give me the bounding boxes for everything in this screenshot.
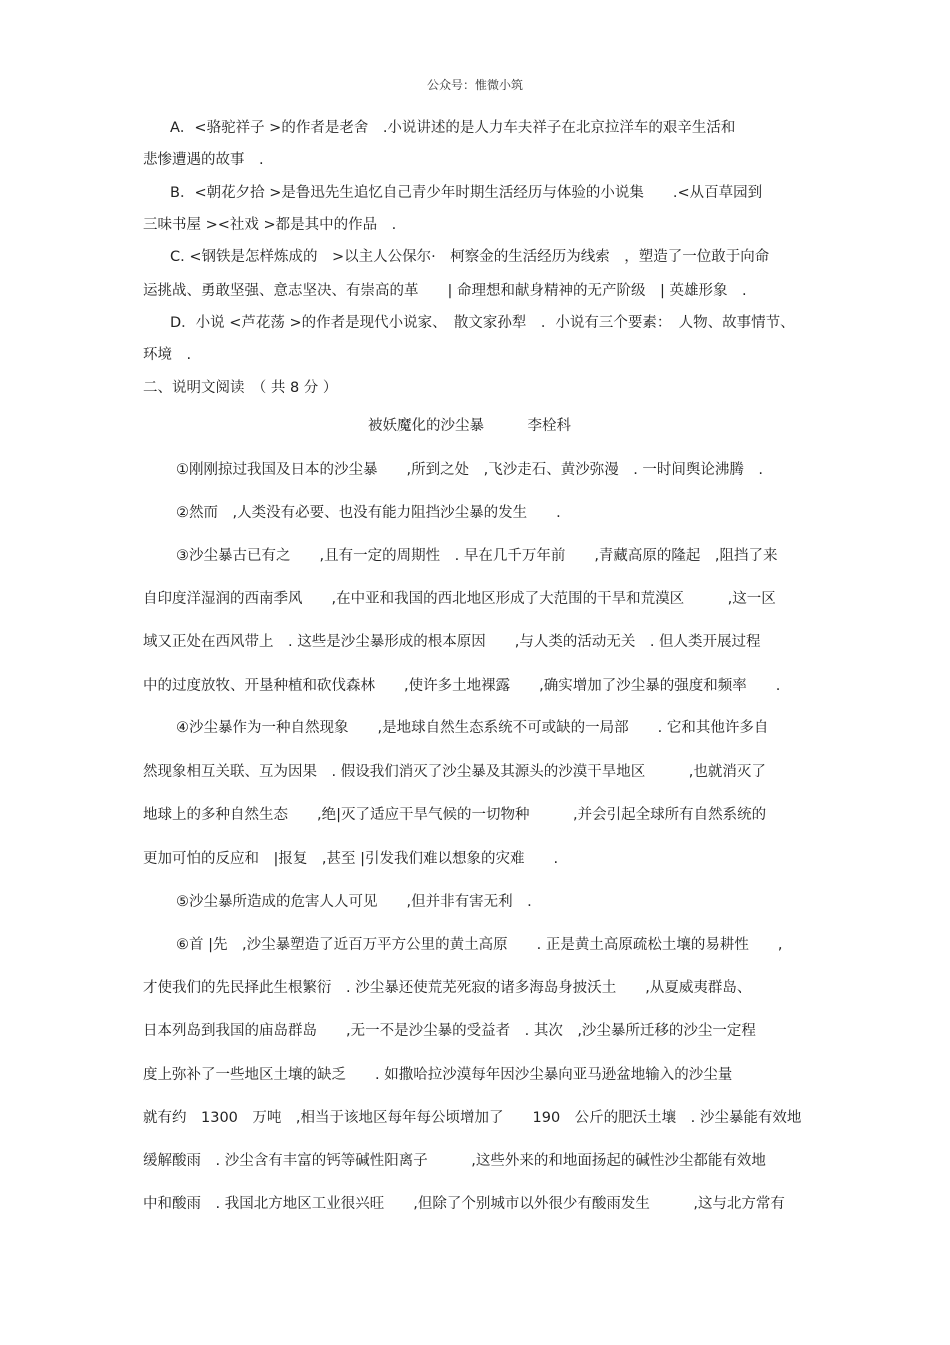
paragraph-6-line-5: 就有约 1300 万吨 ,相当于该地区每年每公顷增加了 190 公斤的肥沃土壤 . 沙尘暴能有效地	[143, 1110, 802, 1126]
option-b-line-2: 三味书屋 ><社戏 >都是其中的作品 .	[143, 217, 397, 233]
paragraph-4-line-2: 然现象相互关联、互为因果 . 假设我们消灭了沙尘暴及其源头的沙漠干旱地区 ,也就消灭了	[143, 764, 766, 780]
option-c-line-1: C. <钢铁是怎样炼成的 >以主人公保尔· 柯察金的生活经历为线索 ，塑造了一位敢于向命	[170, 249, 770, 265]
paragraph-6-line-4: 度上弥补了一些地区土壤的缺乏 . 如撒哈拉沙漠每年因沙尘暴向亚马逊盆地输入的沙尘量	[143, 1067, 733, 1083]
paragraph-4-line-4: 更加可怕的反应和 |报复 ,甚至 |引发我们难以想象的灾难 .	[143, 851, 559, 867]
paragraph-6-line-6: 缓解酸雨 . 沙尘含有丰富的钙等碱性阳离子 ,这些外来的和地面扬起的碱性沙尘都能有效地	[143, 1153, 766, 1169]
paragraph-6-line-1: ⑥首 |先 ,沙尘暴塑造了近百万平方公里的黄土高原 . 正是黄土高原疏松土壤的易耕性 ,	[176, 937, 783, 953]
paragraph-3-line-1: ③沙尘暴古已有之 ,且有一定的周期性 . 早在几千万年前 ,青藏高原的隆起 ,阻挡了来	[176, 548, 778, 564]
option-d-line-2: 环境 .	[143, 347, 192, 363]
paragraph-3-line-3: 域又正处在西风带上 . 这些是沙尘暴形成的根本原因 ,与人类的活动无关 . 但人类开展过程	[143, 634, 761, 650]
paragraph-1-line-1: ①刚刚掠过我国及日本的沙尘暴 ,所到之处 ,飞沙走石、黄沙弥漫 . 一时间舆论沸腾 .	[176, 462, 764, 478]
paragraph-4-line-1: ④沙尘暴作为一种自然现象 ,是地球自然生态系统不可或缺的一局部 . 它和其他许多自	[176, 720, 769, 736]
paragraph-6-line-7: 中和酸雨 . 我国北方地区工业很兴旺 ,但除了个别城市以外很少有酸雨发生 ,这与北方常有	[143, 1196, 785, 1212]
section-heading: 二、说明文阅读 （ 共 8 分 ）	[143, 380, 338, 396]
paragraph-3-line-2: 自印度洋湿润的西南季风 ,在中亚和我国的西北地区形成了大范围的干旱和荒漠区 ,这一区	[143, 591, 776, 607]
option-a-line-1: A．<骆驼祥子 >的作者是老舍 .小说讲述的是人力车夫祥子在北京拉洋车的艰辛生活和	[170, 120, 736, 136]
option-a-line-2: 悲惨遭遇的故事 .	[143, 152, 264, 168]
paragraph-6-line-2: 才使我们的先民择此生根繁衍 . 沙尘暴还使荒芜死寂的诸多海岛身披沃土 ,从夏威夷群岛、	[143, 980, 752, 996]
option-b-line-1: B．<朝花夕拾 >是鲁迅先生追忆自己青少年时期生活经历与体验的小说集 .<从百草园到	[170, 185, 763, 201]
option-c-line-2: 运挑战、勇敢坚强、意志坚决、有崇高的革 | 命理想和献身精神的无产阶级 | 英雄形象 .	[143, 283, 747, 299]
option-d-line-1: D．小说 <芦花荡 >的作者是现代小说家、 散文家孙犁 ．小说有三个要素： 人物、故事情节、	[170, 315, 795, 331]
article-title: 被妖魔化的沙尘暴 李栓科	[368, 418, 571, 434]
page-header: 公众号：惟微小筑	[426, 78, 523, 92]
paragraph-3-line-4: 中的过度放牧、开垦种植和砍伐森林 ,使许多土地裸露 ,确实增加了沙尘暴的强度和频率 .	[143, 678, 781, 694]
paragraph-5-line-1: ⑤沙尘暴所造成的危害人人可见 ,但并非有害无利 .	[176, 894, 532, 910]
paragraph-2-line-1: ②然而 ,人类没有必要、也没有能力阻挡沙尘暴的发生 .	[176, 505, 561, 521]
paragraph-6-line-3: 日本列岛到我国的庙岛群岛 ,无一不是沙尘暴的受益者 . 其次 ,沙尘暴所迁移的沙尘一定程	[143, 1023, 756, 1039]
paragraph-4-line-3: 地球上的多种自然生态 ,绝|灭了适应干旱气候的一切物种 ,并会引起全球所有自然系统的	[143, 807, 767, 823]
